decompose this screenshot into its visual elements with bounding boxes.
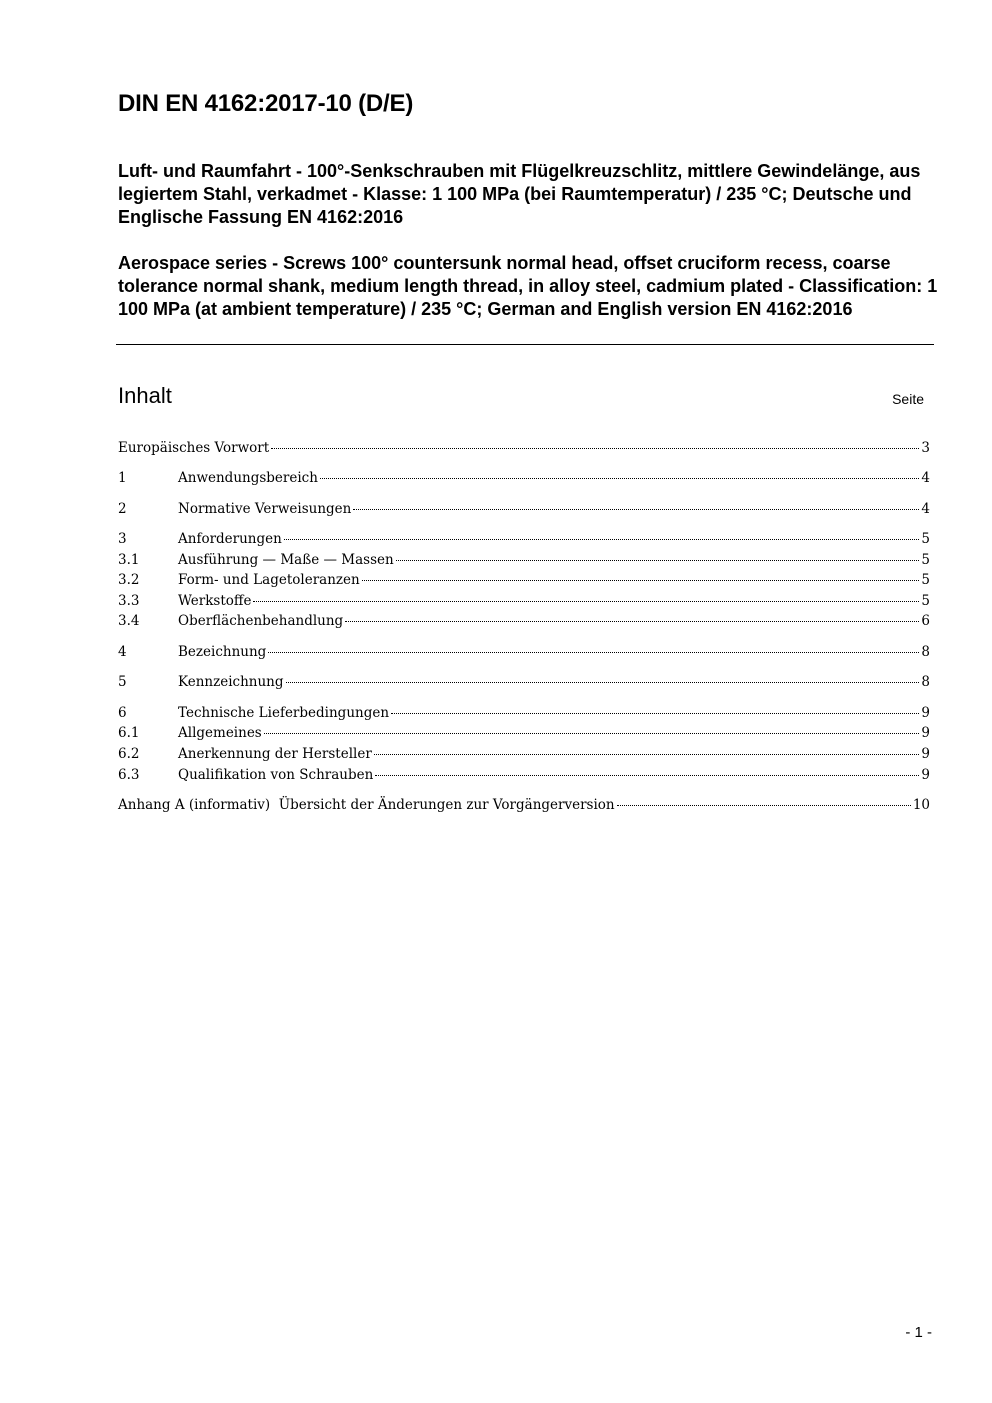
title-english: Aerospace series - Screws 100° countersunk normal head, offset cruciform recess, coarse tolerance normal shank, medium length thread, in alloy steel, cadmium plated - Classification: 1 100 MPa (at ambient temperature) / 235 °C; German and English version EN 4162:2016 xyxy=(118,253,938,319)
toc-entry-2[interactable] xyxy=(118,501,930,521)
toc-entry-number: 3 xyxy=(118,531,127,547)
toc-entry-title: Qualifikation von Schrauben xyxy=(178,767,374,783)
toc-entry-page: 5 xyxy=(921,531,930,547)
toc-entry-title: Europäisches Vorwort xyxy=(118,440,270,456)
toc-entry-title: Technische Lieferbedingungen xyxy=(178,705,390,721)
toc-entry-page: 9 xyxy=(921,725,930,741)
toc-entry-title: Form- und Lagetoleranzen xyxy=(178,572,360,588)
toc-entry-number: 5 xyxy=(118,674,127,690)
toc-entry-number: 6.3 xyxy=(118,767,140,783)
toc-entry-number: 3.3 xyxy=(118,593,140,609)
toc-entry-page: 5 xyxy=(921,552,930,568)
toc-leader-dots xyxy=(374,753,920,755)
toc-entry-page: 5 xyxy=(921,572,930,588)
toc-entry-foreword[interactable] xyxy=(118,440,930,460)
toc-entry-6-1[interactable] xyxy=(118,725,930,745)
toc-leader-dots xyxy=(375,774,919,776)
toc-entry-number: 6.2 xyxy=(118,746,140,762)
toc-entry-page: 9 xyxy=(921,705,930,721)
toc-entry-6-2[interactable] xyxy=(118,746,930,766)
toc-entry-number: 4 xyxy=(118,644,127,660)
toc-leader-dots xyxy=(391,712,919,714)
toc-entry-3-3[interactable] xyxy=(118,593,930,613)
toc-entry-number: 1 xyxy=(118,470,127,486)
toc-entry-number: 3.2 xyxy=(118,572,140,588)
toc-entry-annex-a[interactable] xyxy=(118,797,930,817)
toc-entry-number: 3.1 xyxy=(118,552,140,568)
toc-entry-page: 3 xyxy=(921,440,930,456)
toc-leader-dots xyxy=(286,681,920,683)
toc-heading: Inhalt xyxy=(118,383,172,408)
toc-entry-page: 9 xyxy=(921,767,930,783)
toc-leader-dots xyxy=(264,732,920,734)
toc-leader-dots xyxy=(396,559,920,561)
toc-entry-page: 5 xyxy=(921,593,930,609)
toc-entry-number: 6.1 xyxy=(118,725,140,741)
toc-leader-dots xyxy=(320,477,919,479)
toc-leader-dots xyxy=(268,651,919,653)
toc-entry-title: Kennzeichnung xyxy=(178,674,284,690)
toc-entry-4[interactable] xyxy=(118,644,930,664)
toc-entry-3[interactable] xyxy=(118,531,930,551)
toc-entry-page: 4 xyxy=(921,501,930,517)
toc-entry-3-2[interactable] xyxy=(118,572,930,592)
toc-entry-page: 4 xyxy=(921,470,930,486)
toc-entry-number: 6 xyxy=(118,705,127,721)
toc-entry-title: Anforderungen xyxy=(178,531,282,547)
title-german: Luft- und Raumfahrt - 100°-Senkschrauben mit Flügelkreuzschlitz, mittlere Gewindelänge, aus legiertem Stahl, verkadmet - Klasse: 1 100 MPa (bei Raumtemperatur) / 235 °C; Deutsche und Englische Fassung EN 4162:2016 xyxy=(118,161,921,227)
document-id: DIN EN 4162:2017-10 (D/E) xyxy=(118,90,414,117)
toc-entry-1[interactable] xyxy=(118,470,930,490)
toc-entry-title: Oberflächenbehandlung xyxy=(178,613,344,629)
toc-entry-title: Werkstoffe xyxy=(178,593,252,609)
toc-leader-dots xyxy=(362,579,920,581)
toc-entry-page: 9 xyxy=(921,746,930,762)
toc-leader-dots xyxy=(345,620,919,622)
toc-entry-3-4[interactable] xyxy=(118,613,930,633)
toc-entry-6[interactable] xyxy=(118,705,930,725)
toc-entry-title: Anwendungsbereich xyxy=(178,470,318,486)
toc-page-column-label: Seite xyxy=(892,391,924,407)
toc-leader-dots xyxy=(253,600,919,602)
toc-leader-dots xyxy=(353,508,919,510)
toc-entry-title: Anhang A (informativ) Übersicht der Änderungen zur Vorgängerversion xyxy=(118,797,615,813)
toc-entry-number: 2 xyxy=(118,501,127,517)
toc-entry-title: Anerkennung der Hersteller xyxy=(178,746,372,762)
toc-entry-title: Ausführung — Maße — Massen xyxy=(178,552,394,568)
toc-entry-page: 10 xyxy=(912,797,930,813)
toc-entry-number: 3.4 xyxy=(118,613,140,629)
toc-entry-6-3[interactable] xyxy=(118,767,930,787)
toc-entry-page: 8 xyxy=(921,644,930,660)
toc-entry-page: 6 xyxy=(921,613,930,629)
toc-leader-dots xyxy=(284,538,920,540)
toc-entry-title: Normative Verweisungen xyxy=(178,501,352,517)
title-divider xyxy=(116,344,934,345)
toc-entry-title: Allgemeines xyxy=(178,725,262,741)
toc-leader-dots xyxy=(617,804,911,806)
toc-entry-page: 8 xyxy=(921,674,930,690)
toc-entry-5[interactable] xyxy=(118,674,930,694)
toc-entry-3-1[interactable] xyxy=(118,552,930,572)
page-number: - 1 - xyxy=(905,1324,932,1341)
toc-leader-dots xyxy=(271,447,919,449)
toc-entry-title: Bezeichnung xyxy=(178,644,267,660)
